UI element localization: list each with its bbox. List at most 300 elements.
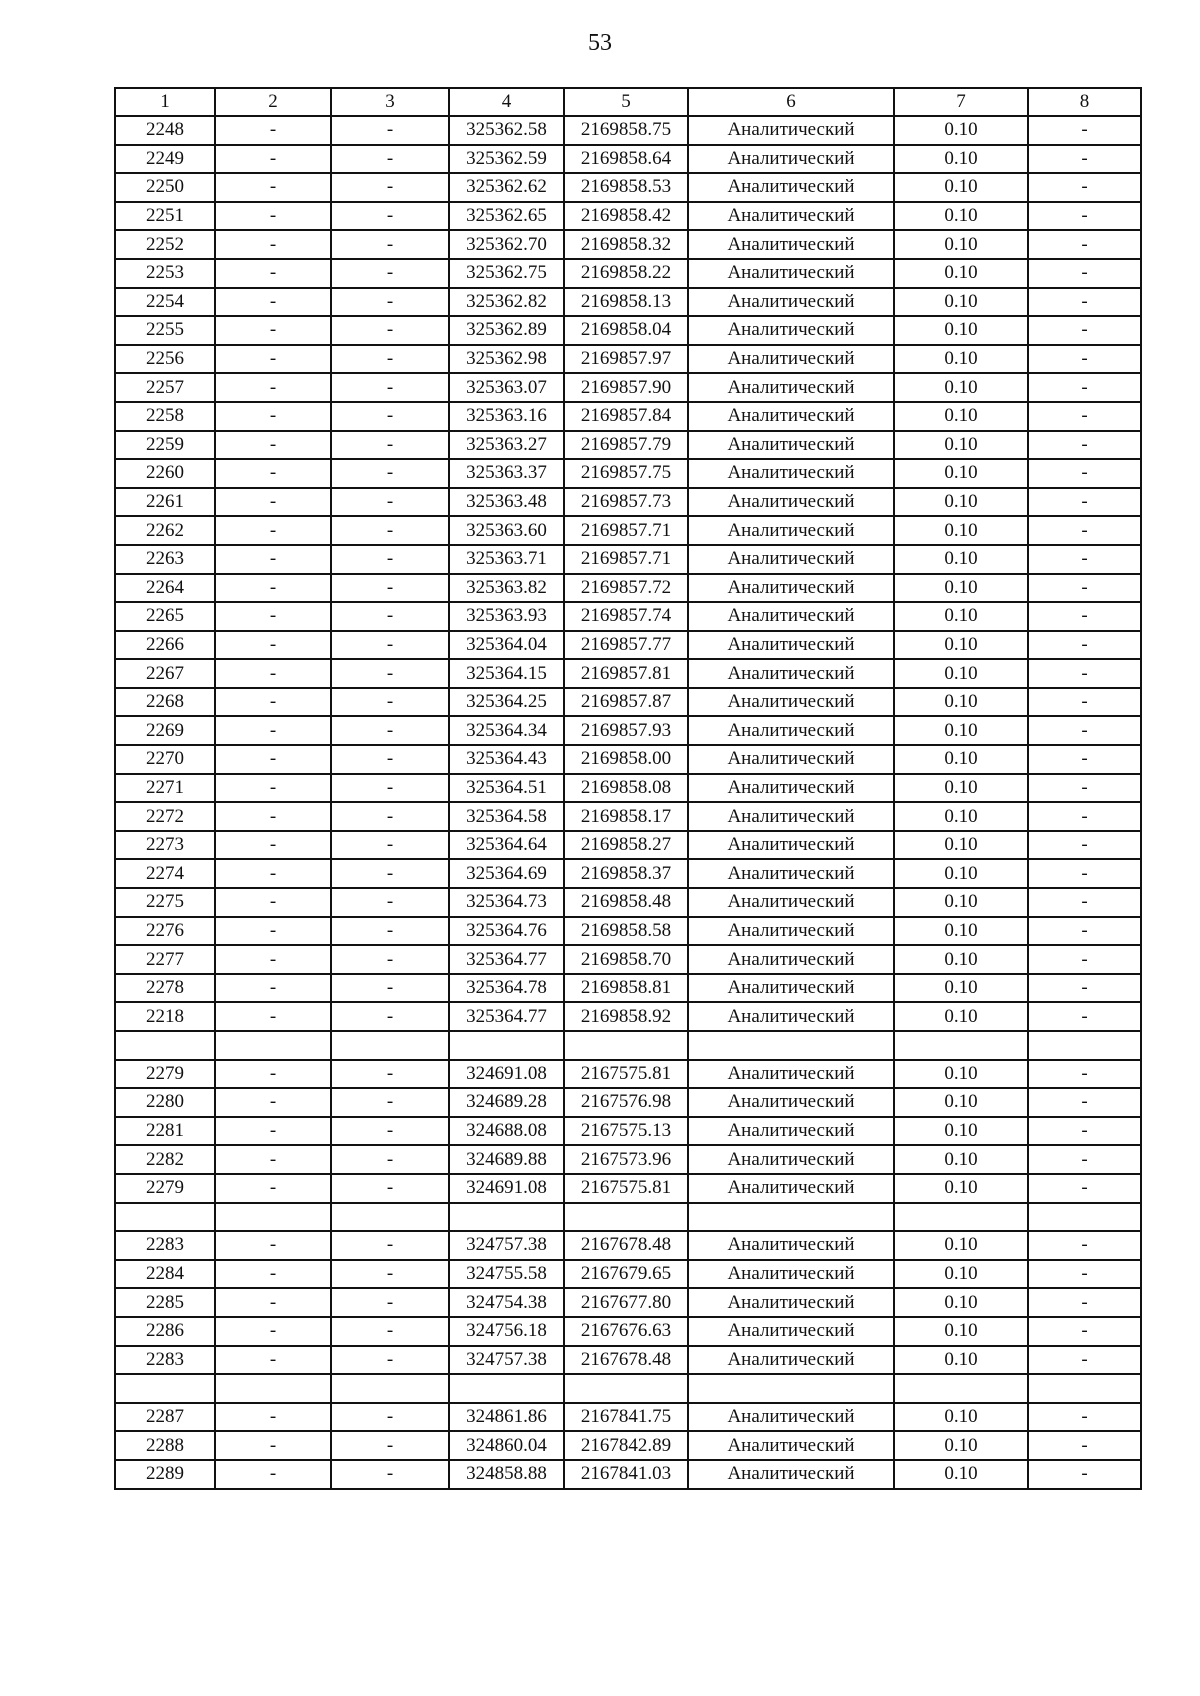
cell-x-coordinate: 325363.60 xyxy=(449,516,564,545)
table-separator-row xyxy=(115,1374,1141,1403)
cell-y-coordinate: 2169857.73 xyxy=(564,488,688,517)
cell-col-8: - xyxy=(1028,1002,1141,1031)
table-row xyxy=(115,1288,1141,1317)
cell-accuracy: 0.10 xyxy=(894,1088,1028,1117)
cell-col-2: - xyxy=(215,459,331,488)
cell-col-3: - xyxy=(331,259,449,288)
column-header-7: 7 xyxy=(894,88,1028,116)
cell-col-3: - xyxy=(331,1088,449,1117)
cell-method: Аналитический xyxy=(688,1460,894,1489)
cell-x-coordinate xyxy=(449,1203,564,1232)
cell-x-coordinate: 325364.69 xyxy=(449,859,564,888)
cell-col-2: - xyxy=(215,745,331,774)
cell-x-coordinate: 325364.78 xyxy=(449,974,564,1003)
table-row xyxy=(115,574,1141,603)
table-row xyxy=(115,1145,1141,1174)
cell-y-coordinate: 2169857.84 xyxy=(564,402,688,431)
cell-col-2 xyxy=(215,1203,331,1232)
cell-col-2: - xyxy=(215,488,331,517)
cell-x-coordinate: 325364.73 xyxy=(449,888,564,917)
cell-x-coordinate: 325364.15 xyxy=(449,659,564,688)
cell-method: Аналитический xyxy=(688,859,894,888)
cell-method: Аналитический xyxy=(688,659,894,688)
cell-x-coordinate: 325364.58 xyxy=(449,802,564,831)
cell-method: Аналитический xyxy=(688,459,894,488)
cell-accuracy: 0.10 xyxy=(894,173,1028,202)
cell-accuracy: 0.10 xyxy=(894,1145,1028,1174)
cell-col-3: - xyxy=(331,516,449,545)
cell-x-coordinate xyxy=(449,1374,564,1403)
cell-x-coordinate: 325362.59 xyxy=(449,145,564,174)
cell-accuracy: 0.10 xyxy=(894,1317,1028,1346)
cell-col-3: - xyxy=(331,745,449,774)
cell-accuracy: 0.10 xyxy=(894,402,1028,431)
cell-x-coordinate: 324756.18 xyxy=(449,1317,564,1346)
cell-accuracy: 0.10 xyxy=(894,1231,1028,1260)
cell-method: Аналитический xyxy=(688,202,894,231)
cell-accuracy: 0.10 xyxy=(894,1403,1028,1432)
cell-accuracy: 0.10 xyxy=(894,659,1028,688)
cell-col-3: - xyxy=(331,945,449,974)
cell-col-2: - xyxy=(215,574,331,603)
cell-col-2: - xyxy=(215,917,331,946)
cell-col-8: - xyxy=(1028,373,1141,402)
cell-col-2: - xyxy=(215,345,331,374)
cell-col-3: - xyxy=(331,1288,449,1317)
cell-point-number xyxy=(115,1374,215,1403)
cell-x-coordinate: 325362.65 xyxy=(449,202,564,231)
cell-col-3: - xyxy=(331,316,449,345)
cell-col-3: - xyxy=(331,1174,449,1203)
table-row xyxy=(115,1260,1141,1289)
cell-col-8: - xyxy=(1028,1231,1141,1260)
cell-col-2: - xyxy=(215,1145,331,1174)
cell-accuracy: 0.10 xyxy=(894,488,1028,517)
cell-x-coordinate: 325364.43 xyxy=(449,745,564,774)
cell-col-3 xyxy=(331,1031,449,1060)
cell-col-8: - xyxy=(1028,1403,1141,1432)
cell-col-2: - xyxy=(215,688,331,717)
cell-method: Аналитический xyxy=(688,1403,894,1432)
cell-col-2: - xyxy=(215,1117,331,1146)
cell-col-3: - xyxy=(331,859,449,888)
cell-method: Аналитический xyxy=(688,831,894,860)
cell-method: Аналитический xyxy=(688,1145,894,1174)
cell-col-3: - xyxy=(331,1231,449,1260)
table-row xyxy=(115,1174,1141,1203)
cell-col-2: - xyxy=(215,545,331,574)
cell-point-number: 2285 xyxy=(115,1288,215,1317)
cell-accuracy: 0.10 xyxy=(894,1060,1028,1089)
cell-method: Аналитический xyxy=(688,974,894,1003)
cell-point-number: 2257 xyxy=(115,373,215,402)
cell-point-number: 2268 xyxy=(115,688,215,717)
table-row xyxy=(115,1002,1141,1031)
cell-col-8: - xyxy=(1028,859,1141,888)
table-row xyxy=(115,1346,1141,1375)
table-row xyxy=(115,402,1141,431)
cell-method: Аналитический xyxy=(688,688,894,717)
cell-y-coordinate: 2169857.93 xyxy=(564,716,688,745)
cell-col-3: - xyxy=(331,802,449,831)
table-row xyxy=(115,1431,1141,1460)
cell-x-coordinate: 325363.37 xyxy=(449,459,564,488)
table-row xyxy=(115,288,1141,317)
cell-col-3: - xyxy=(331,1460,449,1489)
cell-col-2: - xyxy=(215,402,331,431)
cell-x-coordinate: 325362.70 xyxy=(449,230,564,259)
cell-col-2: - xyxy=(215,1002,331,1031)
cell-y-coordinate: 2167679.65 xyxy=(564,1260,688,1289)
cell-y-coordinate: 2169858.70 xyxy=(564,945,688,974)
cell-col-8: - xyxy=(1028,516,1141,545)
cell-y-coordinate: 2169857.81 xyxy=(564,659,688,688)
cell-method: Аналитический xyxy=(688,1431,894,1460)
cell-col-8 xyxy=(1028,1031,1141,1060)
cell-col-2: - xyxy=(215,888,331,917)
cell-method xyxy=(688,1031,894,1060)
table-body xyxy=(115,116,1141,1489)
table-separator-row xyxy=(115,1203,1141,1232)
cell-x-coordinate: 324754.38 xyxy=(449,1288,564,1317)
cell-col-3: - xyxy=(331,688,449,717)
cell-y-coordinate xyxy=(564,1031,688,1060)
cell-y-coordinate: 2167575.81 xyxy=(564,1174,688,1203)
cell-col-2: - xyxy=(215,831,331,860)
cell-col-2: - xyxy=(215,1460,331,1489)
cell-y-coordinate: 2169858.32 xyxy=(564,230,688,259)
cell-method: Аналитический xyxy=(688,1317,894,1346)
cell-point-number: 2249 xyxy=(115,145,215,174)
cell-col-8: - xyxy=(1028,488,1141,517)
cell-y-coordinate: 2169858.08 xyxy=(564,774,688,803)
table-row xyxy=(115,659,1141,688)
cell-y-coordinate: 2167676.63 xyxy=(564,1317,688,1346)
cell-y-coordinate: 2167678.48 xyxy=(564,1346,688,1375)
cell-col-3: - xyxy=(331,288,449,317)
cell-x-coordinate: 324755.58 xyxy=(449,1260,564,1289)
table-row xyxy=(115,202,1141,231)
cell-col-3: - xyxy=(331,1060,449,1089)
cell-x-coordinate: 325362.75 xyxy=(449,259,564,288)
cell-col-8: - xyxy=(1028,1317,1141,1346)
cell-point-number: 2259 xyxy=(115,431,215,460)
table-row xyxy=(115,145,1141,174)
cell-point-number: 2279 xyxy=(115,1174,215,1203)
cell-col-2: - xyxy=(215,373,331,402)
column-header-6: 6 xyxy=(688,88,894,116)
cell-col-3: - xyxy=(331,1403,449,1432)
cell-col-3: - xyxy=(331,659,449,688)
cell-col-8: - xyxy=(1028,1346,1141,1375)
cell-col-8: - xyxy=(1028,431,1141,460)
cell-col-2: - xyxy=(215,1403,331,1432)
cell-method: Аналитический xyxy=(688,345,894,374)
cell-point-number: 2286 xyxy=(115,1317,215,1346)
cell-col-8: - xyxy=(1028,116,1141,145)
table-row xyxy=(115,802,1141,831)
cell-point-number: 2258 xyxy=(115,402,215,431)
cell-col-8: - xyxy=(1028,945,1141,974)
cell-col-8: - xyxy=(1028,688,1141,717)
cell-y-coordinate: 2169858.27 xyxy=(564,831,688,860)
table-row xyxy=(115,373,1141,402)
table-row xyxy=(115,831,1141,860)
cell-method: Аналитический xyxy=(688,116,894,145)
cell-x-coordinate: 325363.82 xyxy=(449,574,564,603)
cell-point-number: 2281 xyxy=(115,1117,215,1146)
table-row xyxy=(115,859,1141,888)
cell-col-3: - xyxy=(331,1317,449,1346)
cell-x-coordinate: 325364.76 xyxy=(449,917,564,946)
cell-col-8: - xyxy=(1028,602,1141,631)
table-header-row xyxy=(115,88,1141,116)
cell-accuracy: 0.10 xyxy=(894,373,1028,402)
cell-y-coordinate: 2169857.71 xyxy=(564,545,688,574)
cell-accuracy: 0.10 xyxy=(894,545,1028,574)
cell-method: Аналитический xyxy=(688,802,894,831)
cell-col-2: - xyxy=(215,316,331,345)
cell-accuracy: 0.10 xyxy=(894,745,1028,774)
cell-accuracy xyxy=(894,1374,1028,1403)
cell-y-coordinate xyxy=(564,1203,688,1232)
cell-method: Аналитический xyxy=(688,1174,894,1203)
cell-col-8: - xyxy=(1028,888,1141,917)
cell-col-2: - xyxy=(215,1088,331,1117)
cell-point-number xyxy=(115,1031,215,1060)
cell-x-coordinate: 325364.25 xyxy=(449,688,564,717)
cell-col-3: - xyxy=(331,145,449,174)
cell-col-2: - xyxy=(215,631,331,660)
column-header-5: 5 xyxy=(564,88,688,116)
cell-point-number: 2251 xyxy=(115,202,215,231)
cell-col-8: - xyxy=(1028,1431,1141,1460)
cell-accuracy: 0.10 xyxy=(894,917,1028,946)
cell-accuracy: 0.10 xyxy=(894,716,1028,745)
cell-y-coordinate: 2169858.22 xyxy=(564,259,688,288)
cell-x-coordinate: 324689.28 xyxy=(449,1088,564,1117)
cell-point-number: 2256 xyxy=(115,345,215,374)
cell-col-2: - xyxy=(215,974,331,1003)
cell-x-coordinate: 325363.27 xyxy=(449,431,564,460)
cell-col-2: - xyxy=(215,288,331,317)
cell-col-8: - xyxy=(1028,574,1141,603)
cell-x-coordinate: 325363.93 xyxy=(449,602,564,631)
cell-point-number: 2279 xyxy=(115,1060,215,1089)
cell-accuracy: 0.10 xyxy=(894,288,1028,317)
cell-col-8 xyxy=(1028,1374,1141,1403)
table-row xyxy=(115,259,1141,288)
cell-col-2: - xyxy=(215,173,331,202)
table-row xyxy=(115,345,1141,374)
cell-y-coordinate: 2169858.13 xyxy=(564,288,688,317)
cell-col-3: - xyxy=(331,402,449,431)
cell-col-8: - xyxy=(1028,1117,1141,1146)
cell-method xyxy=(688,1374,894,1403)
cell-method: Аналитический xyxy=(688,917,894,946)
cell-col-2 xyxy=(215,1374,331,1403)
cell-col-3: - xyxy=(331,116,449,145)
table-row xyxy=(115,516,1141,545)
cell-point-number: 2255 xyxy=(115,316,215,345)
cell-method: Аналитический xyxy=(688,716,894,745)
cell-method: Аналитический xyxy=(688,945,894,974)
table-row xyxy=(115,1403,1141,1432)
cell-accuracy: 0.10 xyxy=(894,345,1028,374)
cell-col-3: - xyxy=(331,917,449,946)
cell-col-3: - xyxy=(331,888,449,917)
cell-accuracy: 0.10 xyxy=(894,259,1028,288)
cell-method: Аналитический xyxy=(688,230,894,259)
column-header-8: 8 xyxy=(1028,88,1141,116)
cell-method: Аналитический xyxy=(688,373,894,402)
cell-col-2: - xyxy=(215,1288,331,1317)
cell-col-3: - xyxy=(331,831,449,860)
cell-method: Аналитический xyxy=(688,1060,894,1089)
cell-x-coordinate: 325364.77 xyxy=(449,945,564,974)
cell-col-8: - xyxy=(1028,345,1141,374)
cell-accuracy: 0.10 xyxy=(894,1260,1028,1289)
cell-col-3 xyxy=(331,1374,449,1403)
cell-accuracy: 0.10 xyxy=(894,945,1028,974)
cell-method: Аналитический xyxy=(688,288,894,317)
cell-accuracy: 0.10 xyxy=(894,831,1028,860)
coordinates-table xyxy=(114,87,1142,1490)
cell-col-2: - xyxy=(215,602,331,631)
cell-col-2: - xyxy=(215,230,331,259)
cell-col-3: - xyxy=(331,1117,449,1146)
cell-y-coordinate: 2169858.48 xyxy=(564,888,688,917)
cell-point-number: 2269 xyxy=(115,716,215,745)
cell-accuracy: 0.10 xyxy=(894,631,1028,660)
cell-col-3: - xyxy=(331,1145,449,1174)
cell-col-8: - xyxy=(1028,288,1141,317)
table-row xyxy=(115,688,1141,717)
cell-col-3: - xyxy=(331,631,449,660)
cell-y-coordinate: 2167677.80 xyxy=(564,1288,688,1317)
cell-method: Аналитический xyxy=(688,145,894,174)
cell-point-number xyxy=(115,1203,215,1232)
cell-col-3: - xyxy=(331,716,449,745)
cell-y-coordinate: 2169858.00 xyxy=(564,745,688,774)
cell-method: Аналитический xyxy=(688,316,894,345)
cell-x-coordinate: 325364.51 xyxy=(449,774,564,803)
cell-method: Аналитический xyxy=(688,488,894,517)
cell-point-number: 2260 xyxy=(115,459,215,488)
cell-col-8: - xyxy=(1028,1174,1141,1203)
cell-x-coordinate: 324689.88 xyxy=(449,1145,564,1174)
cell-x-coordinate: 324861.86 xyxy=(449,1403,564,1432)
cell-col-2: - xyxy=(215,202,331,231)
cell-method: Аналитический xyxy=(688,259,894,288)
cell-x-coordinate: 325362.62 xyxy=(449,173,564,202)
cell-col-8: - xyxy=(1028,631,1141,660)
cell-accuracy: 0.10 xyxy=(894,802,1028,831)
cell-col-2: - xyxy=(215,431,331,460)
cell-method: Аналитический xyxy=(688,402,894,431)
cell-x-coordinate: 325363.48 xyxy=(449,488,564,517)
cell-col-8: - xyxy=(1028,1460,1141,1489)
cell-accuracy: 0.10 xyxy=(894,974,1028,1003)
cell-col-3: - xyxy=(331,774,449,803)
cell-x-coordinate: 325362.82 xyxy=(449,288,564,317)
cell-x-coordinate: 324757.38 xyxy=(449,1346,564,1375)
cell-accuracy: 0.10 xyxy=(894,888,1028,917)
cell-y-coordinate: 2167575.81 xyxy=(564,1060,688,1089)
cell-y-coordinate xyxy=(564,1374,688,1403)
cell-point-number: 2288 xyxy=(115,1431,215,1460)
table-row xyxy=(115,316,1141,345)
cell-point-number: 2277 xyxy=(115,945,215,974)
cell-point-number: 2275 xyxy=(115,888,215,917)
cell-accuracy: 0.10 xyxy=(894,1460,1028,1489)
cell-accuracy: 0.10 xyxy=(894,1288,1028,1317)
cell-col-2: - xyxy=(215,145,331,174)
cell-col-8: - xyxy=(1028,774,1141,803)
cell-col-2: - xyxy=(215,1060,331,1089)
cell-col-2: - xyxy=(215,802,331,831)
table-row xyxy=(115,945,1141,974)
cell-accuracy xyxy=(894,1203,1028,1232)
cell-x-coordinate: 325363.07 xyxy=(449,373,564,402)
table-row xyxy=(115,716,1141,745)
cell-method: Аналитический xyxy=(688,545,894,574)
cell-y-coordinate: 2169857.75 xyxy=(564,459,688,488)
page-number: 53 xyxy=(588,30,612,56)
cell-col-8: - xyxy=(1028,316,1141,345)
cell-x-coordinate: 324858.88 xyxy=(449,1460,564,1489)
cell-y-coordinate: 2169857.79 xyxy=(564,431,688,460)
cell-method xyxy=(688,1203,894,1232)
cell-point-number: 2218 xyxy=(115,1002,215,1031)
cell-col-2: - xyxy=(215,116,331,145)
cell-point-number: 2282 xyxy=(115,1145,215,1174)
cell-x-coordinate xyxy=(449,1031,564,1060)
cell-y-coordinate: 2167575.13 xyxy=(564,1117,688,1146)
cell-point-number: 2272 xyxy=(115,802,215,831)
cell-col-8: - xyxy=(1028,1288,1141,1317)
cell-col-8: - xyxy=(1028,802,1141,831)
cell-point-number: 2284 xyxy=(115,1260,215,1289)
cell-col-8: - xyxy=(1028,659,1141,688)
cell-accuracy: 0.10 xyxy=(894,602,1028,631)
cell-col-2 xyxy=(215,1031,331,1060)
cell-point-number: 2248 xyxy=(115,116,215,145)
cell-col-2: - xyxy=(215,516,331,545)
cell-x-coordinate: 324688.08 xyxy=(449,1117,564,1146)
cell-col-3: - xyxy=(331,974,449,1003)
cell-y-coordinate: 2169857.97 xyxy=(564,345,688,374)
cell-x-coordinate: 324691.08 xyxy=(449,1060,564,1089)
cell-accuracy: 0.10 xyxy=(894,774,1028,803)
table-row xyxy=(115,1088,1141,1117)
cell-method: Аналитический xyxy=(688,516,894,545)
cell-col-8: - xyxy=(1028,831,1141,860)
cell-method: Аналитический xyxy=(688,431,894,460)
cell-col-2: - xyxy=(215,1431,331,1460)
cell-accuracy: 0.10 xyxy=(894,230,1028,259)
column-header-4: 4 xyxy=(449,88,564,116)
cell-point-number: 2270 xyxy=(115,745,215,774)
cell-point-number: 2278 xyxy=(115,974,215,1003)
table-row xyxy=(115,1317,1141,1346)
cell-point-number: 2261 xyxy=(115,488,215,517)
cell-method: Аналитический xyxy=(688,1260,894,1289)
cell-x-coordinate: 325362.98 xyxy=(449,345,564,374)
cell-point-number: 2250 xyxy=(115,173,215,202)
cell-method: Аналитический xyxy=(688,1288,894,1317)
cell-accuracy: 0.10 xyxy=(894,859,1028,888)
